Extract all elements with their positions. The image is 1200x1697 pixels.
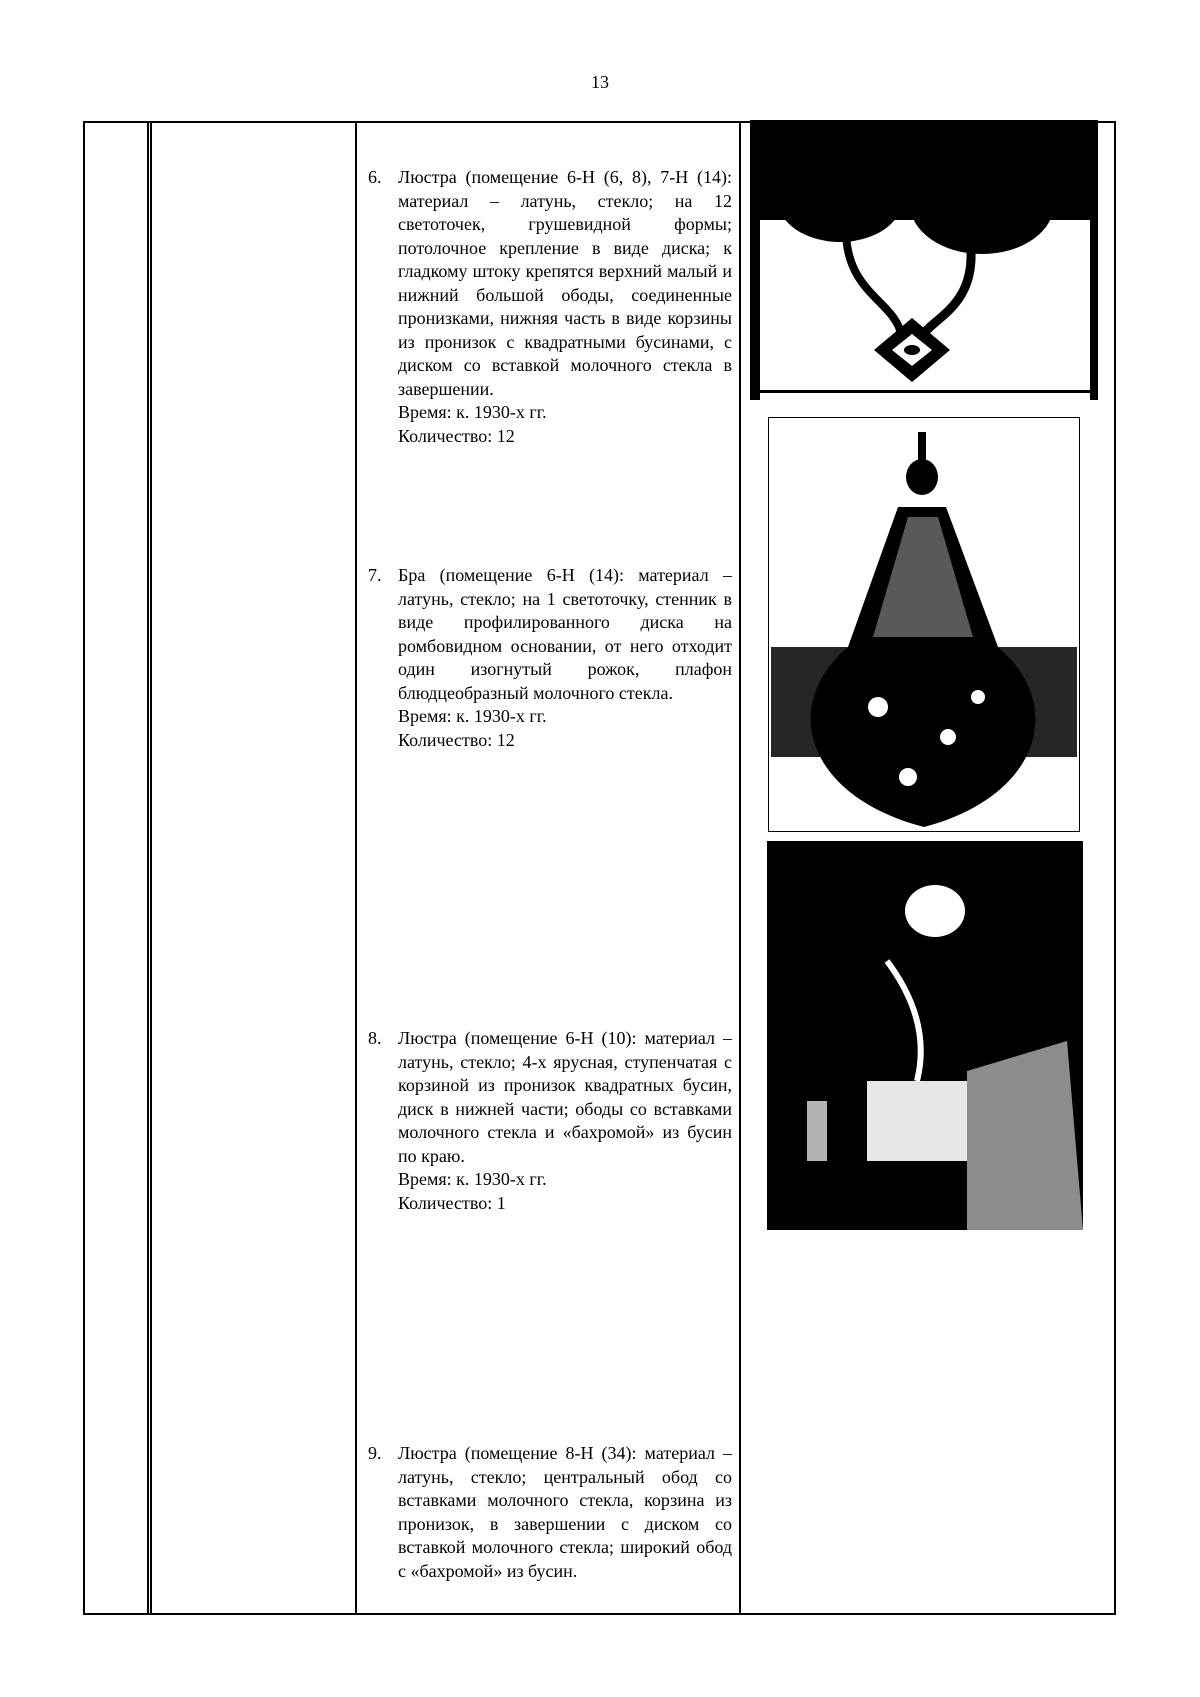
item-description: Люстра (помещение 8-Н (34): материал – латунь, стекло; центральный обод со вставками молочного стекла, корзина из пронизок, в завершении с диском со вставкой молочного стекла; широкий обод с «бахромой» из бусин. — [398, 1443, 732, 1581]
inventory-item — [368, 564, 732, 752]
item-quantity: Количество: 12 — [398, 425, 515, 446]
inventory-item — [368, 1027, 732, 1215]
column-divider — [150, 123, 152, 1613]
column-divider — [147, 123, 149, 1613]
item-number: 7. — [368, 565, 382, 585]
item-time: Время: к. 1930-х гг. — [398, 706, 547, 726]
item-description: Бра (помещение 6-Н (14): материал – латунь, стекло; на 1 светоточку, стенник в виде профилированного диска на ромбовидном основании, от него отходит один изогнутый рожок, плафон блюдцеобразный молочного стекла. — [398, 565, 732, 703]
item-time: Время: к. 1930-х гг. — [398, 1169, 547, 1189]
item-description: Люстра (помещение 6-Н (6, 8), 7-Н (14): материал – латунь, стекло; на 12 светоточек, грушевидной формы; потолочное крепление в виде диска; к гладкому штоку крепятся верхний малый и нижний большой ободы, соединенные пронизками, нижняя часть в виде корзины из пронизок с квадратными бусинами, с диском со вставкой молочного стекла в завершении. — [398, 167, 732, 399]
column-divider — [355, 123, 357, 1613]
item-time: Время: к. 1930-х гг. — [398, 402, 547, 422]
inventory-item — [368, 166, 732, 448]
column-divider — [739, 123, 741, 1613]
item-description: Люстра (помещение 6-Н (10): материал – латунь, стекло; 4-х ярусная, ступенчатая с корзиной из пронизок квадратных бусин, диск в нижней части; ободы со вставками молочного стекла и «бахромой» из бусин по краю. — [398, 1028, 732, 1166]
item-quantity: Количество: 1 — [398, 1192, 506, 1213]
item-number: 9. — [368, 1443, 382, 1463]
chandelier-photo — [768, 417, 1080, 832]
item-quantity: Количество: 12 — [398, 729, 515, 750]
sconce-photo — [750, 120, 1098, 407]
wall-sconce-photo — [767, 841, 1083, 1230]
page-number: 13 — [591, 72, 609, 92]
inventory-item — [368, 1442, 732, 1583]
item-number: 8. — [368, 1028, 382, 1048]
item-number: 6. — [368, 167, 382, 187]
